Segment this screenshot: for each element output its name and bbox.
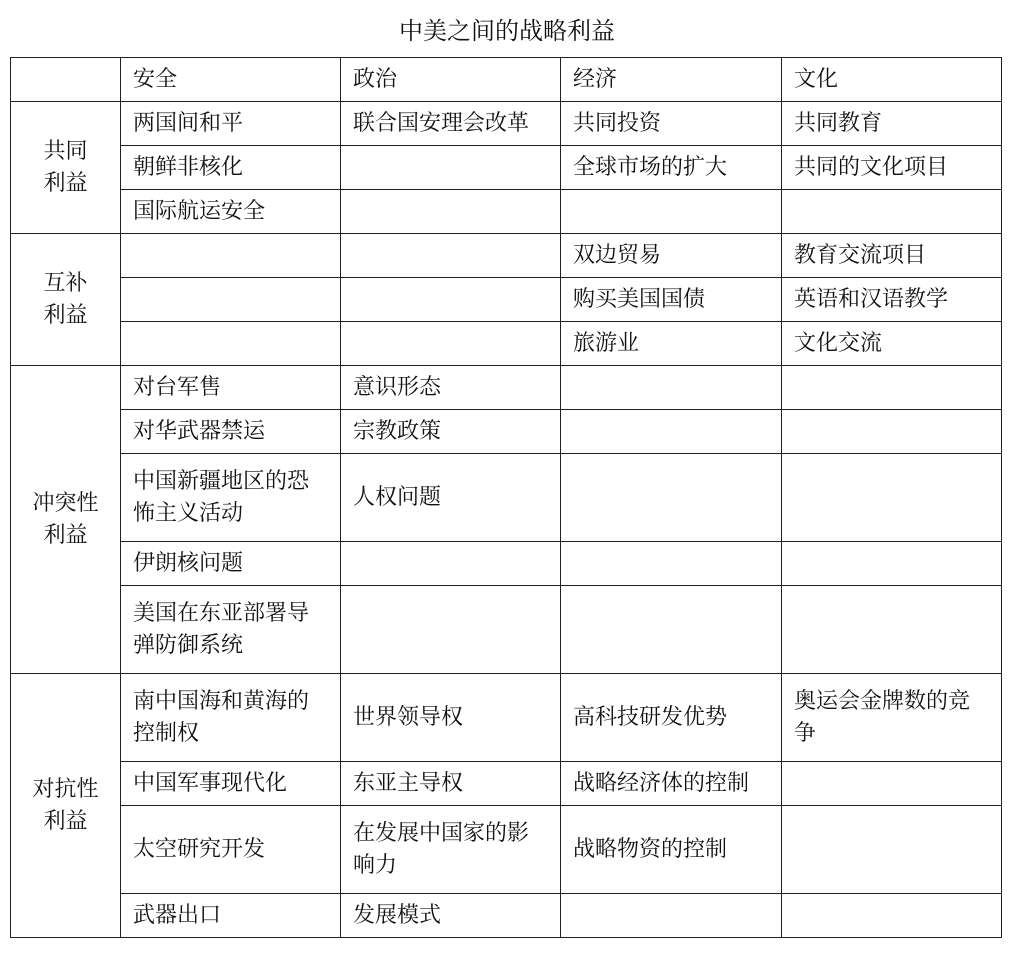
table-row bbox=[11, 894, 1002, 938]
cell-politics bbox=[341, 542, 561, 586]
cell-culture: 英语和汉语教学 bbox=[782, 278, 1002, 322]
table-row bbox=[11, 190, 1002, 234]
table-row bbox=[11, 586, 1002, 674]
cell-culture: 奥运会金牌数的竞争 bbox=[782, 674, 1002, 762]
cell-politics: 发展模式 bbox=[341, 894, 561, 938]
cell-economy: 全球市场的扩大 bbox=[561, 146, 782, 190]
table-row bbox=[11, 454, 1002, 542]
header-culture: 文化 bbox=[782, 58, 1002, 102]
cell-economy: 高科技研发优势 bbox=[561, 674, 782, 762]
cell-security: 武器出口 bbox=[121, 894, 341, 938]
table-row bbox=[11, 102, 1002, 146]
table-row bbox=[11, 322, 1002, 366]
cell-culture bbox=[782, 542, 1002, 586]
table-row bbox=[11, 278, 1002, 322]
header-security: 安全 bbox=[121, 58, 341, 102]
cell-security: 国际航运安全 bbox=[121, 190, 341, 234]
cell-security bbox=[121, 234, 341, 278]
cell-security: 对华武器禁运 bbox=[121, 410, 341, 454]
cell-politics: 东亚主导权 bbox=[341, 762, 561, 806]
header-politics: 政治 bbox=[341, 58, 561, 102]
cell-economy: 旅游业 bbox=[561, 322, 782, 366]
cell-economy bbox=[561, 894, 782, 938]
cell-culture bbox=[782, 894, 1002, 938]
header-economy: 经济 bbox=[561, 58, 782, 102]
cell-politics bbox=[341, 278, 561, 322]
table-row bbox=[11, 542, 1002, 586]
category-complementary: 互补 利益 bbox=[11, 234, 121, 366]
cell-politics: 在发展中国家的影响力 bbox=[341, 806, 561, 894]
table-row bbox=[11, 762, 1002, 806]
cell-economy: 共同投资 bbox=[561, 102, 782, 146]
cell-culture bbox=[782, 190, 1002, 234]
cell-economy bbox=[561, 454, 782, 542]
cell-security: 两国间和平 bbox=[121, 102, 341, 146]
cell-economy: 战略物资的控制 bbox=[561, 806, 782, 894]
cell-politics bbox=[341, 190, 561, 234]
cell-politics: 联合国安理会改革 bbox=[341, 102, 561, 146]
cell-security: 中国新疆地区的恐怖主义活动 bbox=[121, 454, 341, 542]
header-row bbox=[11, 58, 1002, 102]
cell-culture bbox=[782, 806, 1002, 894]
table-row bbox=[11, 674, 1002, 762]
cell-security: 朝鲜非核化 bbox=[121, 146, 341, 190]
cell-security bbox=[121, 322, 341, 366]
table-row bbox=[11, 410, 1002, 454]
cell-security: 对台军售 bbox=[121, 366, 341, 410]
cell-culture bbox=[782, 586, 1002, 674]
cell-politics: 意识形态 bbox=[341, 366, 561, 410]
category-antagonistic: 对抗性 利益 bbox=[11, 674, 121, 938]
category-common: 共同 利益 bbox=[11, 102, 121, 234]
cell-politics bbox=[341, 586, 561, 674]
table-row bbox=[11, 806, 1002, 894]
cell-security: 中国军事现代化 bbox=[121, 762, 341, 806]
cell-security: 太空研究开发 bbox=[121, 806, 341, 894]
table-row bbox=[11, 366, 1002, 410]
cell-economy: 购买美国国债 bbox=[561, 278, 782, 322]
cell-security: 美国在东亚部署导弹防御系统 bbox=[121, 586, 341, 674]
cell-economy bbox=[561, 190, 782, 234]
cell-security: 伊朗核问题 bbox=[121, 542, 341, 586]
cell-politics: 人权问题 bbox=[341, 454, 561, 542]
cell-economy bbox=[561, 366, 782, 410]
cell-politics: 宗教政策 bbox=[341, 410, 561, 454]
cell-economy bbox=[561, 586, 782, 674]
cell-politics bbox=[341, 322, 561, 366]
cell-politics bbox=[341, 234, 561, 278]
cell-culture bbox=[782, 366, 1002, 410]
cell-politics: 世界领导权 bbox=[341, 674, 561, 762]
cell-culture: 教育交流项目 bbox=[782, 234, 1002, 278]
table-row bbox=[11, 146, 1002, 190]
cell-economy bbox=[561, 410, 782, 454]
category-conflicting: 冲突性 利益 bbox=[11, 366, 121, 674]
cell-economy bbox=[561, 542, 782, 586]
cell-culture bbox=[782, 454, 1002, 542]
cell-security bbox=[121, 278, 341, 322]
cell-culture bbox=[782, 410, 1002, 454]
cell-culture: 共同教育 bbox=[782, 102, 1002, 146]
header-corner bbox=[11, 58, 121, 102]
cell-culture: 文化交流 bbox=[782, 322, 1002, 366]
table-row bbox=[11, 234, 1002, 278]
cell-security: 南中国海和黄海的控制权 bbox=[121, 674, 341, 762]
cell-politics bbox=[341, 146, 561, 190]
cell-economy: 双边贸易 bbox=[561, 234, 782, 278]
document-title: 中美之间的战略利益 bbox=[399, 17, 615, 45]
cell-culture bbox=[782, 762, 1002, 806]
cell-economy: 战略经济体的控制 bbox=[561, 762, 782, 806]
strategic-interests-table bbox=[10, 57, 1002, 938]
cell-culture: 共同的文化项目 bbox=[782, 146, 1002, 190]
